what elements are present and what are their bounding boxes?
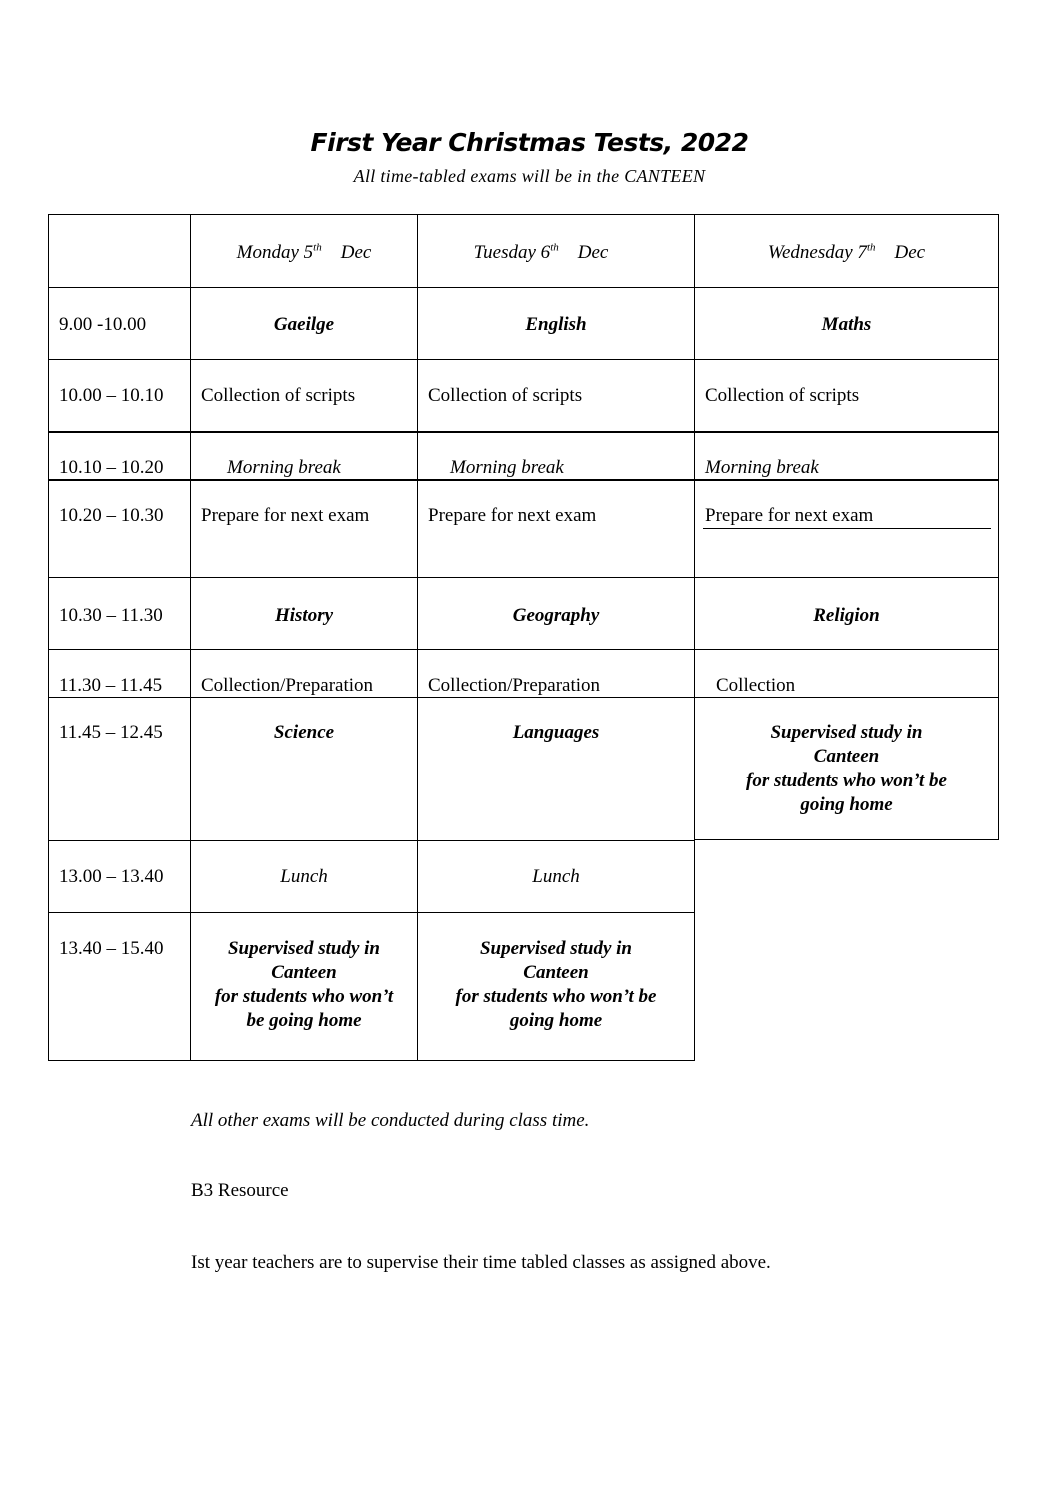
exam-cell-gaeilge: Gaeilge: [190, 287, 418, 360]
header-tuesday-month: Dec: [577, 242, 609, 263]
supervised-line: Supervised study in: [479, 938, 633, 959]
supervised-line: for students who won’t: [214, 986, 394, 1007]
header-monday-day: Monday 5: [236, 242, 314, 263]
page-title: First Year Christmas Tests, 2022: [310, 128, 749, 157]
time-cell: 10.20 – 10.30: [48, 480, 191, 578]
break-cell: Morning break: [417, 432, 695, 481]
supervised-study-cell: [417, 912, 695, 1061]
supervised-line: Supervised study in: [227, 938, 381, 959]
header-monday-sup: th: [313, 241, 322, 254]
time-cell: 10.30 – 11.30: [48, 577, 191, 650]
supervised-line: Canteen: [523, 962, 589, 983]
note-teachers: Ist year teachers are to supervise their time tabled classes as assigned above.: [191, 1252, 771, 1273]
time-cell: 11.30 – 11.45: [48, 649, 191, 698]
time-cell: 10.10 – 10.20: [48, 432, 191, 481]
supervised-study-cell: [694, 697, 999, 840]
time-cell: 13.40 – 15.40: [48, 912, 191, 1061]
supervised-line: for students who won’t be: [455, 986, 657, 1007]
header-tuesday: [417, 214, 695, 288]
supervised-line: Supervised study in: [770, 722, 923, 743]
header-tuesday-sup: th: [550, 241, 559, 254]
supervised-line: Canteen: [813, 746, 880, 767]
supervised-line: Canteen: [271, 962, 337, 983]
note-class-time: All other exams will be conducted during class time.: [191, 1110, 590, 1131]
header-empty-cell: [48, 214, 191, 288]
lunch-cell: Lunch: [190, 840, 418, 913]
time-cell: 10.00 – 10.10: [48, 359, 191, 433]
exam-cell-maths: Maths: [694, 287, 999, 360]
exam-cell-english: English: [417, 287, 695, 360]
collection-cell: Collection: [694, 649, 999, 698]
supervised-line: going home: [509, 1010, 603, 1031]
collection-cell: Collection/Preparation: [190, 649, 418, 698]
break-cell: Morning break: [190, 432, 418, 481]
table-rule: [48, 431, 999, 433]
break-cell: Morning break: [694, 432, 999, 481]
prepare-cell: Prepare for next exam: [694, 480, 999, 578]
supervised-line: be going home: [246, 1010, 362, 1031]
time-cell: 11.45 – 12.45: [48, 697, 191, 841]
time-cell: 9.00 -10.00: [48, 287, 191, 360]
note-resource: B3 Resource: [191, 1180, 289, 1201]
collection-cell: Collection of scripts: [694, 359, 999, 433]
prepare-cell: Prepare for next exam: [190, 480, 418, 578]
header-wednesday-month: Dec: [894, 242, 926, 263]
supervised-study-cell: [190, 912, 418, 1061]
exam-cell-science: Science: [190, 697, 418, 841]
exam-cell-history: History: [190, 577, 418, 650]
header-wednesday-sup: th: [866, 241, 876, 254]
supervised-line: for students who won’t be: [746, 770, 947, 791]
collection-cell: Collection of scripts: [417, 359, 695, 433]
header-tuesday-day: Tuesday 6: [473, 242, 551, 263]
collection-cell: Collection/Preparation: [417, 649, 695, 698]
header-monday: [190, 214, 418, 288]
header-wednesday-day: Wednesday 7: [767, 242, 867, 263]
prepare-cell: Prepare for next exam: [417, 480, 695, 578]
collection-cell: Collection of scripts: [190, 359, 418, 433]
exam-cell-geography: Geography: [417, 577, 695, 650]
supervised-line: going home: [800, 794, 893, 815]
underline-rule: [703, 528, 991, 529]
header-monday-month: Dec: [340, 242, 372, 263]
header-wednesday: [694, 214, 999, 288]
lunch-cell: Lunch: [417, 840, 695, 913]
time-cell: 13.00 – 13.40: [48, 840, 191, 913]
exam-cell-religion: Religion: [694, 577, 999, 650]
exam-cell-languages: Languages: [417, 697, 695, 841]
page-subtitle: All time-tabled exams will be in the CANTEEN: [353, 166, 706, 186]
